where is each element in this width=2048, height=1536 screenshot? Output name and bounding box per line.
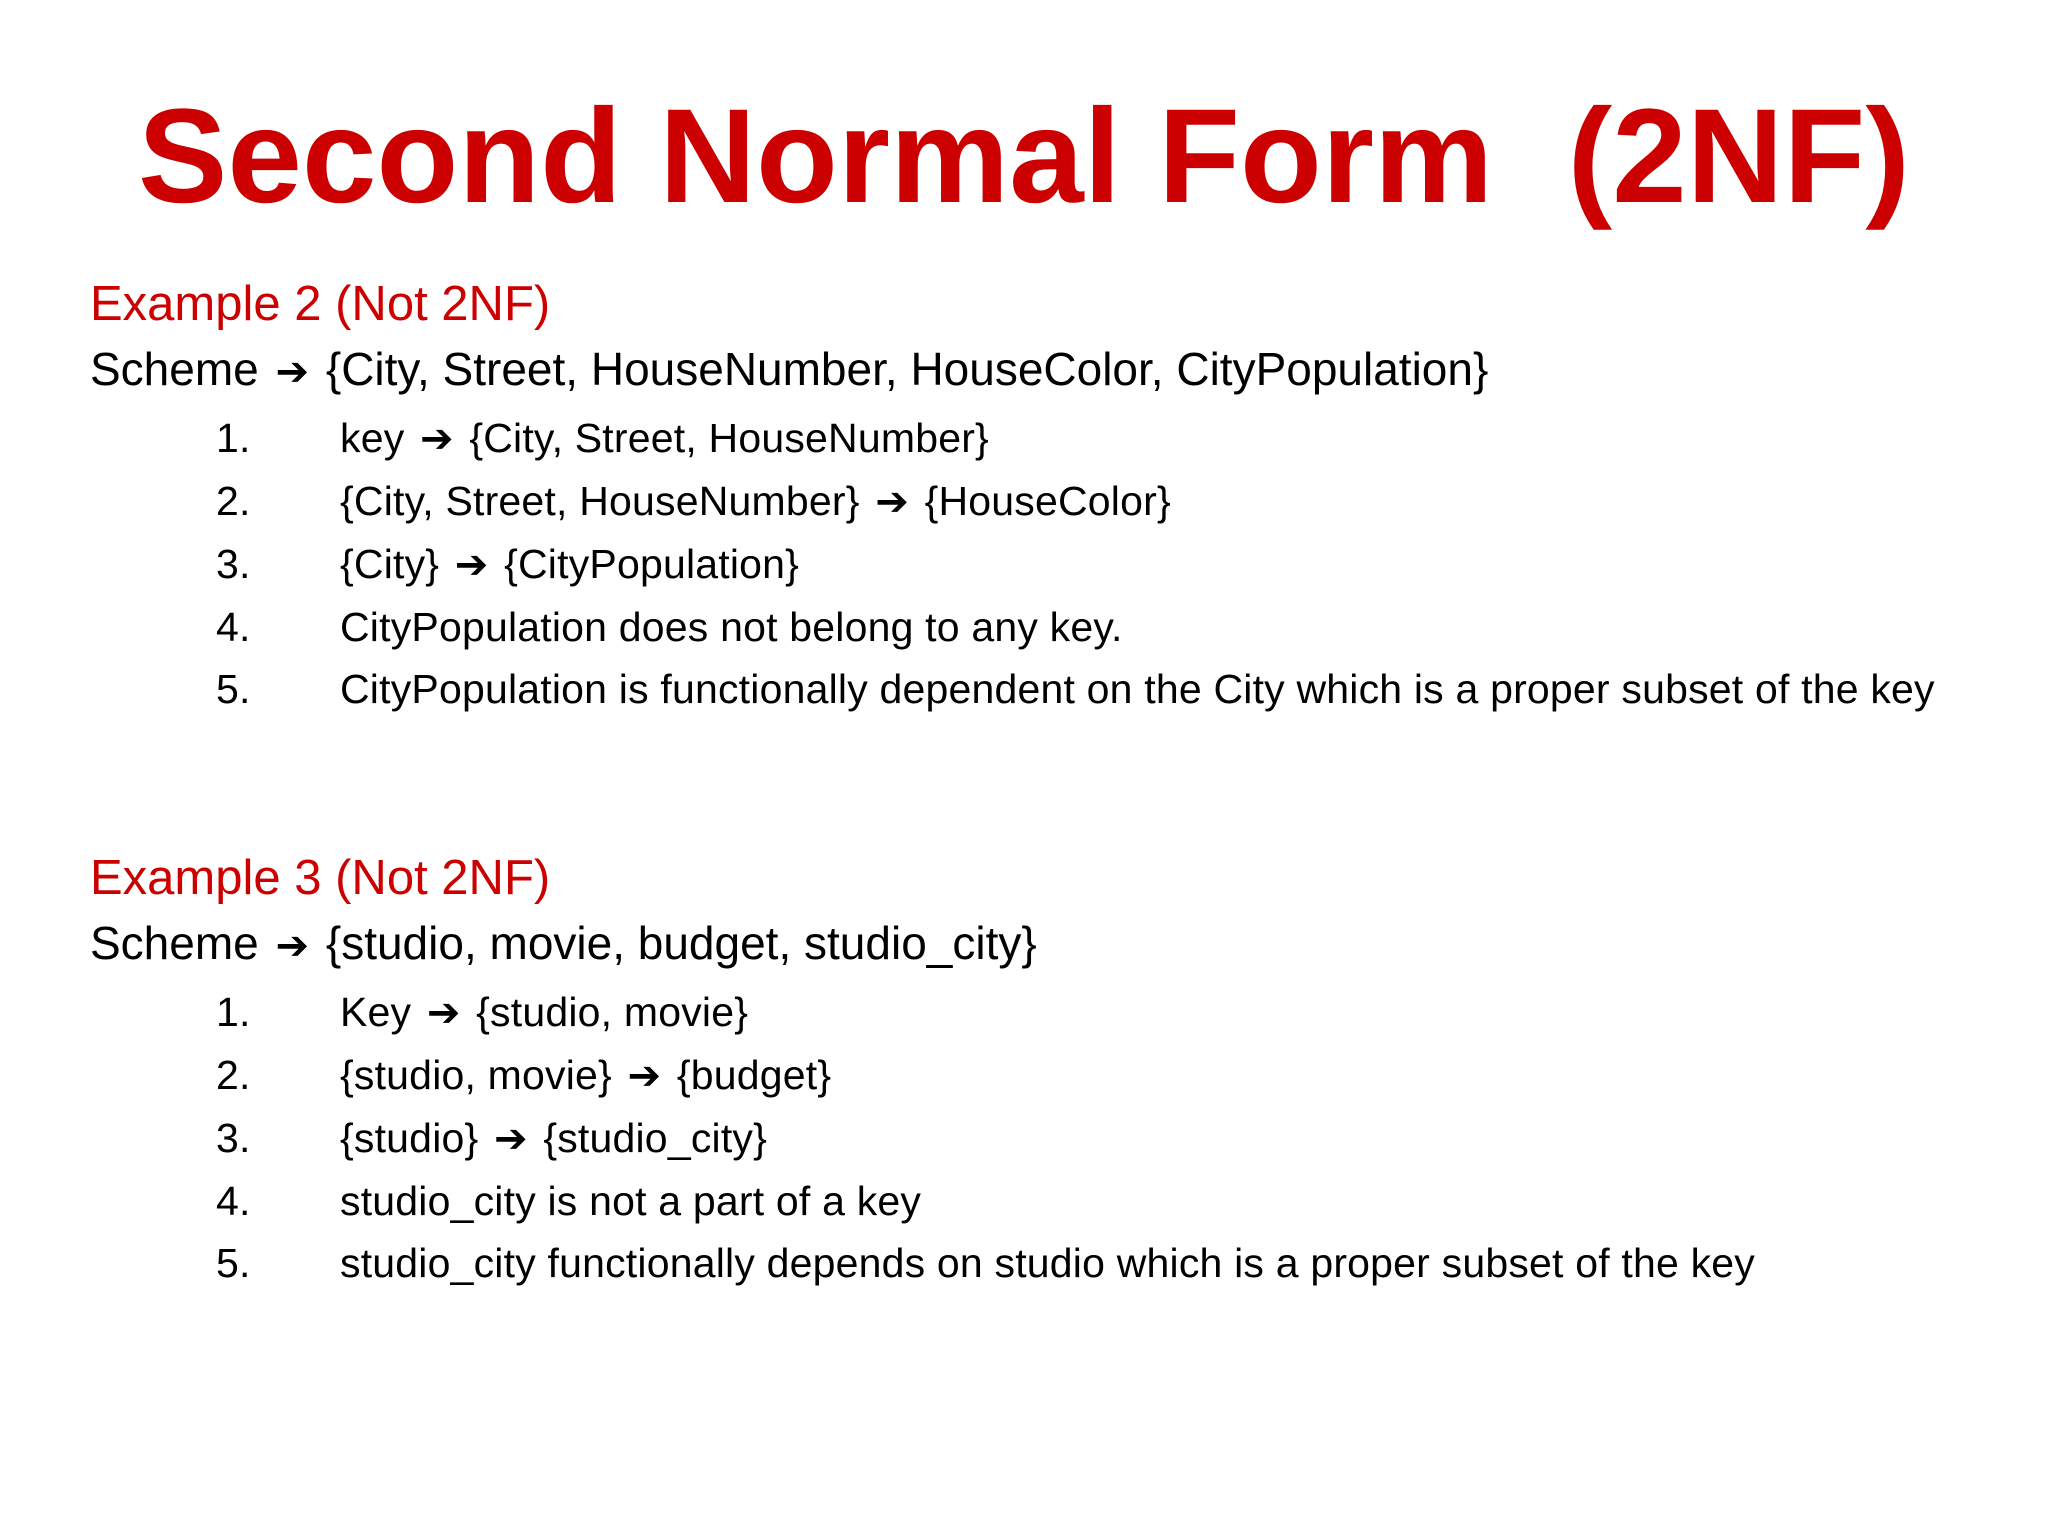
list-item <box>90 1048 2020 1103</box>
item-lhs: {City} <box>340 541 440 587</box>
list-item <box>90 985 2020 1040</box>
scheme-value: {studio, movie, budget, studio_city} <box>325 917 1037 969</box>
example-2-heading: Example 2 (Not 2NF) <box>90 277 551 331</box>
item-number: 1. <box>216 989 251 1035</box>
list-item <box>90 1236 2020 1290</box>
list-item <box>90 411 2020 466</box>
item-number: 3. <box>216 1115 251 1161</box>
item-rhs: {City, Street, HouseNumber} <box>469 415 989 461</box>
item-rhs: {studio, movie} <box>476 989 749 1035</box>
scheme-label: Scheme <box>90 343 259 395</box>
item-rhs: {studio_city} <box>543 1115 768 1161</box>
example-2-list <box>90 411 2020 716</box>
item-number: 2. <box>216 478 251 524</box>
example-3-heading: Example 3 (Not 2NF) <box>90 851 551 905</box>
item-number: 1. <box>216 415 251 461</box>
right-arrow-icon: ➔ <box>494 1116 528 1162</box>
item-lhs: {City, Street, HouseNumber} <box>340 478 860 524</box>
item-text: studio_city is not a part of a key <box>340 1178 922 1224</box>
item-number: 4. <box>216 604 251 650</box>
item-lhs: {studio} <box>340 1115 479 1161</box>
list-item <box>90 474 2020 529</box>
item-number: 5. <box>216 666 251 712</box>
item-lhs: {studio, movie} <box>340 1052 612 1098</box>
example-2-scheme <box>90 336 2020 405</box>
scheme-value: {City, Street, HouseNumber, HouseColor, CityPopulation} <box>325 343 1489 395</box>
right-arrow-icon: ➔ <box>275 349 310 395</box>
list-item <box>90 537 2020 592</box>
item-rhs: {HouseColor} <box>924 478 1171 524</box>
item-text: CityPopulation is functionally dependent on the City which is a proper subset of the key <box>340 666 1935 712</box>
example-3-section <box>90 846 2020 1298</box>
item-lhs: key <box>340 415 405 461</box>
right-arrow-icon: ➔ <box>875 479 909 525</box>
list-item <box>90 1111 2020 1166</box>
list-item <box>90 600 2020 654</box>
item-number: 2. <box>216 1052 251 1098</box>
example-2-section <box>90 272 2020 724</box>
item-lhs: Key <box>340 989 412 1035</box>
item-rhs: {CityPopulation} <box>504 541 800 587</box>
scheme-label: Scheme <box>90 917 259 969</box>
example-3-list <box>90 985 2020 1290</box>
right-arrow-icon: ➔ <box>420 416 454 462</box>
item-number: 3. <box>216 541 251 587</box>
right-arrow-icon: ➔ <box>275 923 310 969</box>
item-text: studio_city functionally depends on studio which is a proper subset of the key <box>340 1240 1755 1286</box>
list-item <box>90 1174 2020 1228</box>
list-item <box>90 662 2020 716</box>
item-rhs: {budget} <box>676 1052 832 1098</box>
right-arrow-icon: ➔ <box>426 990 461 1036</box>
item-number: 5. <box>216 1240 251 1286</box>
example-3-scheme <box>90 910 2020 979</box>
right-arrow-icon: ➔ <box>454 542 489 588</box>
item-number: 4. <box>216 1178 251 1224</box>
slide-title: Second Normal Form (2NF) <box>138 82 1910 231</box>
right-arrow-icon: ➔ <box>627 1053 662 1099</box>
item-text: CityPopulation does not belong to any key. <box>340 604 1123 650</box>
